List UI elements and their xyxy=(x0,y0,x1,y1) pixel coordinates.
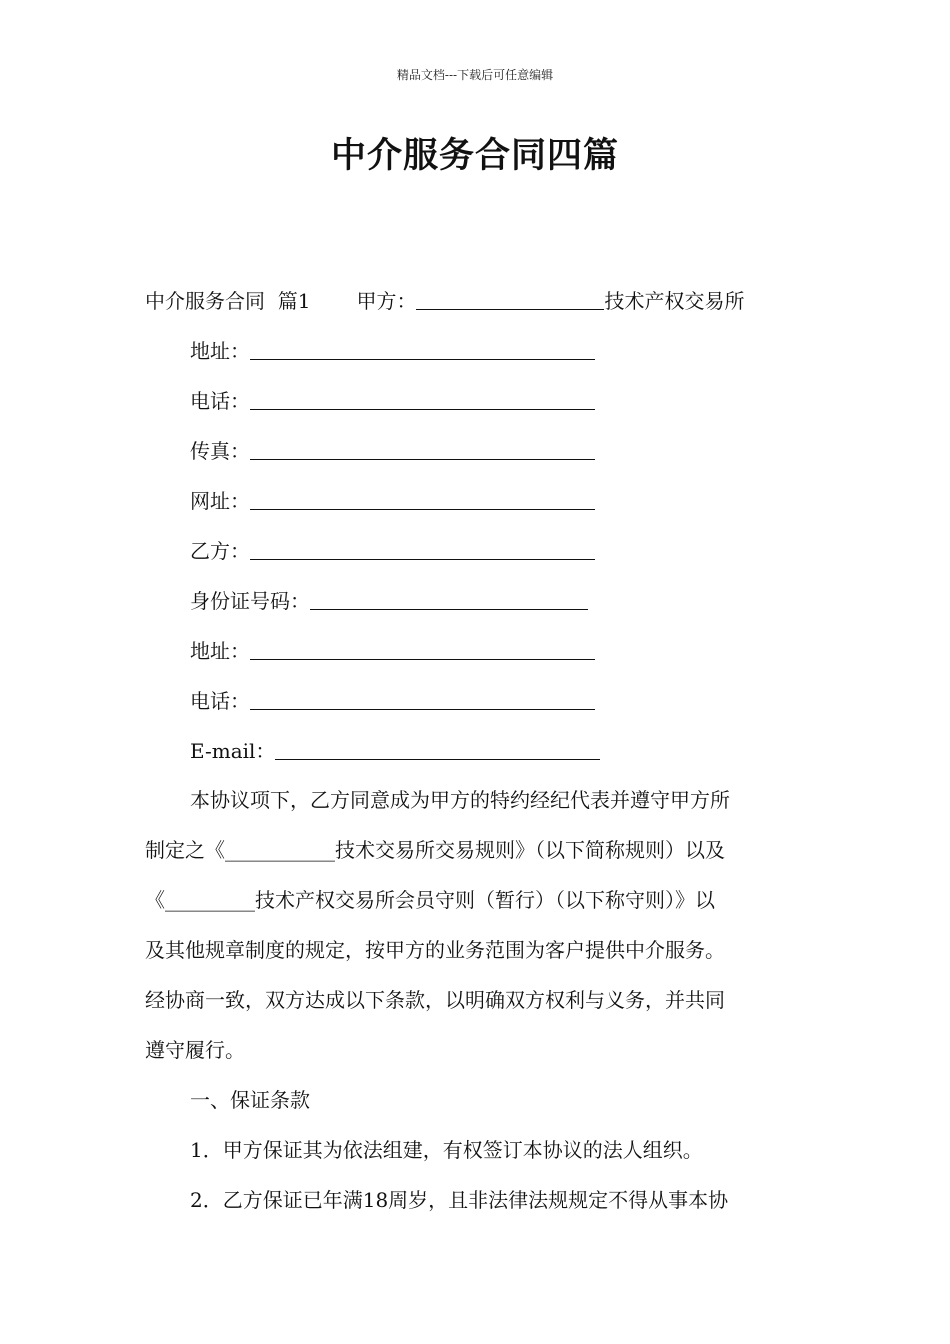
field-blank xyxy=(310,589,588,610)
clause-heading: 一、保证条款 xyxy=(190,1088,310,1112)
party-a-suffix: 技术产权交易所 xyxy=(604,289,745,313)
field-label: 传真： xyxy=(190,439,250,463)
paragraph-line: 制定之《___________技术交易所交易规则》（以下简称规则）以及 xyxy=(145,838,725,862)
clause-item: 1．甲方保证其为依法组建，有权签订本协议的法人组织。 xyxy=(190,1138,703,1162)
paragraph-line: 本协议项下，乙方同意成为甲方的特约经纪代表并遵守甲方所 xyxy=(190,788,730,812)
section-label: 中介服务合同 篇1 xyxy=(145,289,311,313)
paragraph-line: 及其他规章制度的规定，按甲方的业务范围为客户提供中介服务。 xyxy=(145,938,725,962)
party-a-blank xyxy=(416,289,604,310)
paragraph-line: 遵守履行。 xyxy=(145,1038,245,1062)
clause-item: 2．乙方保证已年满18周岁，且非法律法规规定不得从事本协 xyxy=(190,1188,729,1212)
field-address-b xyxy=(190,638,595,664)
field-label: 身份证号码： xyxy=(190,589,310,613)
agreement-paragraph xyxy=(145,775,805,1075)
field-label: 乙方： xyxy=(190,539,250,563)
field-blank xyxy=(250,539,595,560)
field-label: 电话： xyxy=(190,389,250,413)
document-title: 中介服务合同四篇 xyxy=(330,136,619,176)
field-blank xyxy=(250,439,595,460)
clauses-section xyxy=(145,1075,805,1225)
field-blank xyxy=(275,739,600,760)
field-label: 地址： xyxy=(190,639,250,663)
field-blank xyxy=(250,339,595,360)
field-label: 电话： xyxy=(190,689,250,713)
field-label: E-mail： xyxy=(190,739,276,763)
field-website-a xyxy=(190,488,595,514)
field-label: 地址： xyxy=(190,339,250,363)
field-party-b xyxy=(190,538,595,564)
field-address-a xyxy=(190,338,595,364)
field-fax-a xyxy=(190,438,595,464)
paragraph-line: 《_________技术产权交易所会员守则（暂行）（以下称守则）》以 xyxy=(145,888,715,912)
field-blank xyxy=(250,489,595,510)
field-blank xyxy=(250,389,595,410)
field-id-number-b xyxy=(190,588,588,614)
field-phone-a xyxy=(190,388,595,414)
field-blank xyxy=(250,689,595,710)
field-phone-b xyxy=(190,688,595,714)
field-label: 网址： xyxy=(190,489,250,513)
section-heading-line xyxy=(145,288,744,314)
field-email-b xyxy=(190,738,600,764)
party-a-label: 甲方： xyxy=(356,289,417,313)
field-blank xyxy=(250,639,595,660)
header-note: 精品文档---下载后可任意编辑 xyxy=(396,68,554,82)
paragraph-line: 经协商一致，双方达成以下条款，以明确双方权利与义务，并共同 xyxy=(145,988,725,1012)
